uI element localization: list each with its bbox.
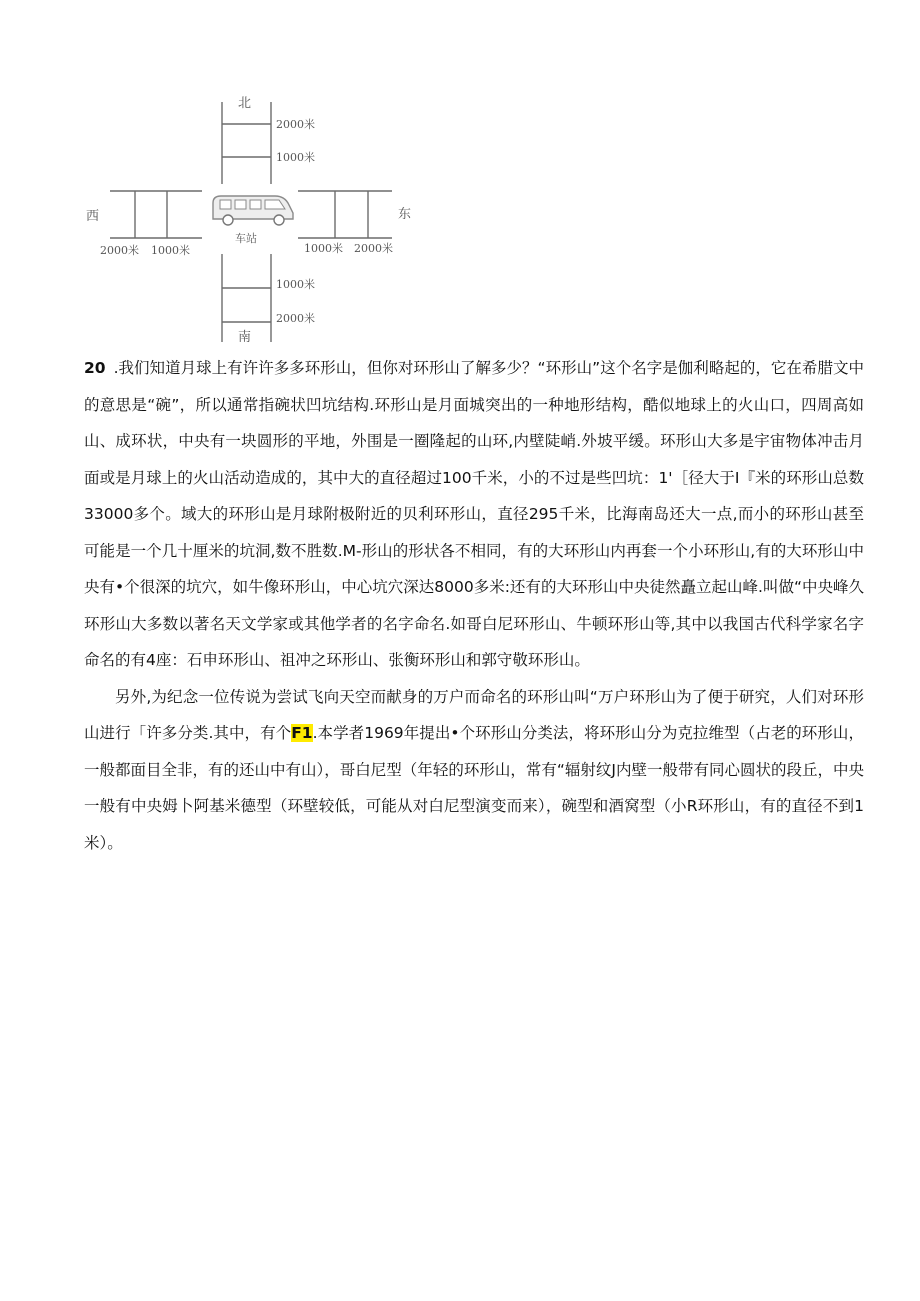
west-tick-1000: 1000米: [151, 244, 190, 257]
east-label: 东: [398, 207, 412, 222]
north-tick-2000: 2000米: [276, 118, 315, 131]
west-tick-2000: 2000米: [100, 244, 139, 257]
south-tick-1000: 1000米: [276, 278, 315, 291]
direction-distance-diagram: [80, 92, 420, 350]
station-label: 车站: [235, 232, 257, 245]
east-tick-2000: 2000米: [354, 242, 393, 255]
paragraph-2: [84, 679, 864, 862]
south-tick-2000: 2000米: [276, 312, 315, 325]
reading-passage: [84, 350, 864, 861]
paragraph-2-text-before: 另外,为纪念一位传说为尝试飞向天空而献身的万户而命名的环形山叫“万户环形山为了便于研究，人们对环形山进行「许多分类.其中，有个: [84, 687, 864, 742]
west-label: 西: [86, 209, 100, 224]
paragraph-1: [84, 350, 864, 679]
question-number: 20: [84, 359, 106, 377]
paragraph-1-text: .我们知道月球上有许许多多环形山，但你对环形山了解多少？“环形山”这个名字是伽利略起的，它在希腊文中的意思是“碗”，所以通常指碗状凹坑结构.环形山是月面城突出的一种地形结构，酷似地球上的火山口，四周高如山、成环状，中央有一块圆形的平地，外围是一圈隆起的山环,内壁陡峭.外坡平缓。环形山大多是宇宙物体冲击月面或是月球上的火山活动造成的，其中大的直径超过100千米，小的不过是些凹坑：1'［径大于I『米的环形山总数33000多个。域大的环形山是月球附极附近的贝利环形山，直径295千米，比海南岛还大一点,而小的环形山甚至可能是一个几十厘米的坑洞,数不胜数.M-形山的形状各不相同，有的大环形山内再套一个小环形山,有的大环形山中央有•个很深的坑穴，如牛像环形山，中心坑穴深达8000多米:还有的大环形山中央徒然矗立起山峰.叫做“中央峰久环形山大多数以著名天文学家或其他学者的名字命名.如哥白尼环形山、牛顿环形山等,其中以我国古代科学家名字命名的有4座：石申环形山、祖冲之环形山、张衡环形山和郭守敬环形山。: [84, 359, 864, 669]
paragraph-2-text-after: .本学者1969年提出•个环形山分类法，将环形山分为克拉维型（占老的环形山，一般都面目全非，有的还山中有山），哥白尼型（年轻的环形山，常有“辐射纹J内壁一般带有同心圆状的段丘，中央一般有中央姆卜阿基米德型（环壁较低，可能从对白尼型演变而来），碗型和酒窝型（小R环形山，有的直径不到1米）。: [84, 724, 864, 852]
east-arm: [298, 191, 411, 255]
north-label: 北: [238, 96, 252, 111]
west-arm: [86, 191, 202, 257]
south-label: 南: [238, 330, 252, 345]
south-arm: [222, 254, 315, 345]
highlighted-text: F1: [291, 724, 313, 742]
station-van-icon: [213, 196, 293, 245]
north-tick-1000: 1000米: [276, 151, 315, 164]
east-tick-1000: 1000米: [304, 242, 343, 255]
north-arm: [222, 96, 315, 184]
